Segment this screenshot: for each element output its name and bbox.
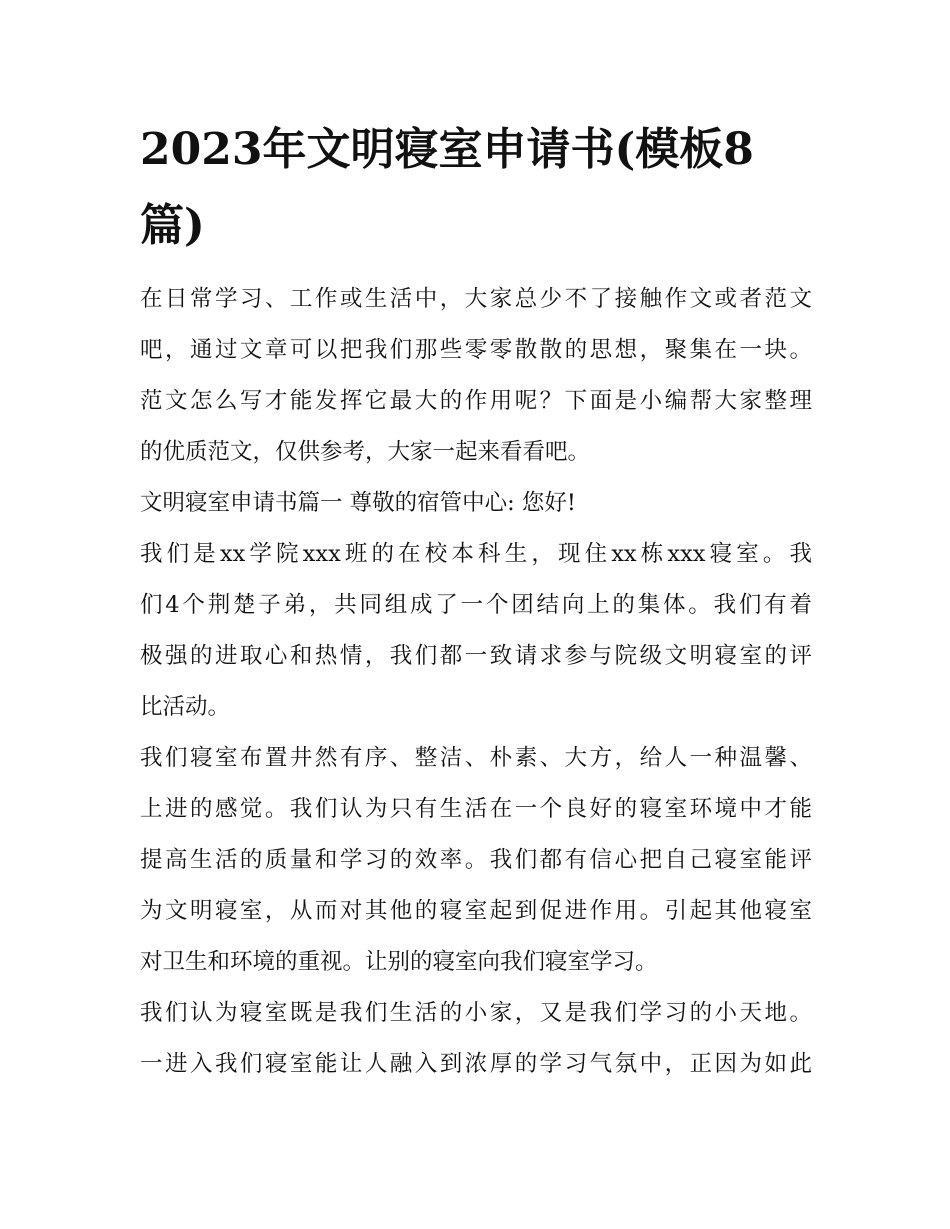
paragraph-line: 一进入我们寝室能让人融入到浓厚的学习气氛中，正因为如此 — [140, 1051, 812, 1077]
paragraph-intro — [140, 274, 812, 478]
paragraph-environment — [140, 733, 812, 988]
paragraph-line: 范文怎么写才能发挥它最大的作用呢？下面是小编帮大家整理 — [140, 388, 812, 414]
paragraph-line: 极强的进取心和热情，我们都一致请求参与院级文明寝室的评 — [140, 643, 812, 669]
paragraph-introduction — [140, 529, 812, 733]
paragraph-line: 吧，通过文章可以把我们那些零零散散的思想，聚集在一块。 — [140, 337, 812, 363]
paragraph-study — [140, 988, 812, 1090]
title-line-1: 2023年文明寝室申请书(模板8 — [140, 124, 754, 175]
paragraph-line: 我们寝室布置井然有序、整洁、朴素、大方，给人一种温馨、 — [140, 745, 812, 771]
paragraph-line: 对卫生和环境的重视。让别的寝室向我们寝室学习。 — [140, 949, 658, 975]
paragraph-line: 为文明寝室，从而对其他的寝室起到促进作用。引起其他寝室 — [140, 898, 812, 924]
document-body — [140, 274, 812, 1090]
paragraph-line: 在日常学习、工作或生活中，大家总少不了接触作文或者范文 — [140, 286, 812, 312]
paragraph-line: 文明寝室申请书篇一 尊敬的宿管中心: 您好! — [140, 490, 576, 516]
paragraph-salutation — [140, 478, 812, 529]
paragraph-line: 提高生活的质量和学习的效率。我们都有信心把自己寝室能评 — [140, 847, 812, 873]
paragraph-line: 上进的感觉。我们认为只有生活在一个良好的寝室环境中才能 — [140, 796, 812, 822]
title-line-2: 篇) — [140, 200, 205, 251]
paragraph-line: 的优质范文，仅供参考，大家一起来看看吧。 — [140, 439, 591, 465]
paragraph-line: 我们认为寝室既是我们生活的小家，又是我们学习的小天地。 — [140, 1000, 812, 1026]
paragraph-line: 比活动。 — [140, 694, 231, 720]
document-title — [140, 112, 812, 264]
paragraph-line: 我们是xx学院xxx班的在校本科生，现住xx栋xxx寝室。我 — [140, 541, 812, 567]
paragraph-line: 们4个荆楚子弟，共同组成了一个团结向上的集体。我们有着 — [140, 592, 812, 618]
document-page — [140, 112, 812, 1090]
